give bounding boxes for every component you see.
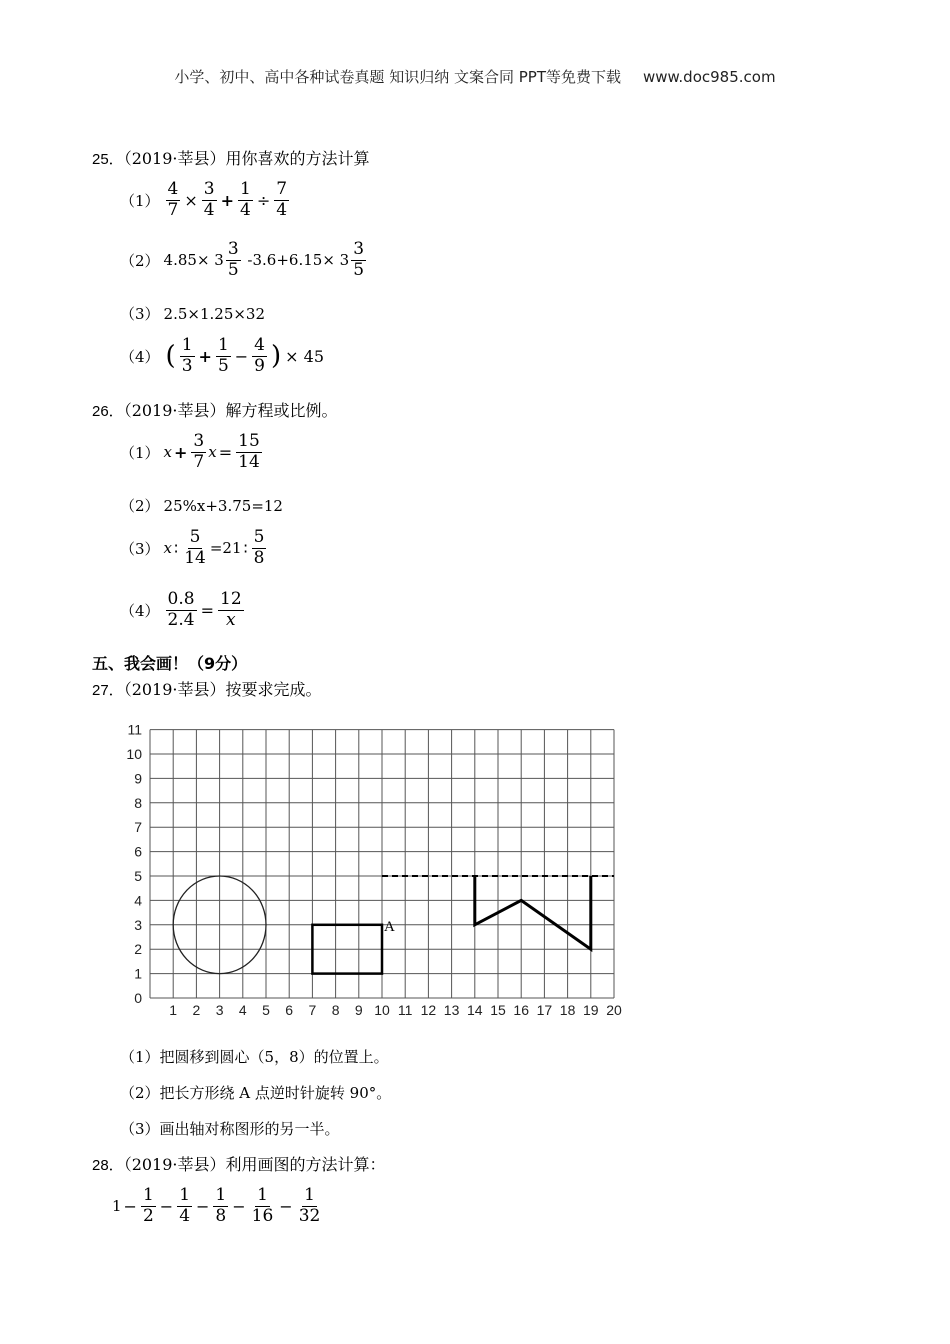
fraction: $\frac{3}{5}$ xyxy=(227,239,239,280)
question-source: （2019·莘县） xyxy=(123,401,226,420)
q26-item-3 xyxy=(120,528,268,568)
header-text: 小学、初中、高中各种试卷真题 知识归纳 文案合同 PPT等免费下载 xyxy=(174,68,621,86)
operator: ∶ xyxy=(174,538,179,558)
paren: ) xyxy=(271,341,282,372)
x-tick-label: 3 xyxy=(215,1002,224,1018)
item-label: （2） xyxy=(120,251,160,270)
item-label: （3） xyxy=(120,305,160,323)
q26-item-1 xyxy=(120,432,264,472)
question-number: 27． xyxy=(92,682,124,699)
y-tick-label: 0 xyxy=(134,990,142,1006)
fraction: $\frac{7}{4}$ xyxy=(276,179,288,220)
paren: ( xyxy=(165,341,176,372)
question-source: （2019·莘县） xyxy=(123,680,226,699)
x-tick-label: 17 xyxy=(536,1002,553,1018)
header-site: www.doc985.com xyxy=(642,68,776,86)
q26-item-2 xyxy=(120,495,283,516)
q27-task-1: （1）把圆移到圆心（5，8）的位置上。 xyxy=(120,1048,389,1066)
operator: − xyxy=(196,1196,210,1216)
fraction: $\frac{4}{9}$ xyxy=(254,335,265,376)
operator: + xyxy=(220,190,235,210)
x-tick-label: 20 xyxy=(606,1002,622,1018)
operator: − xyxy=(234,346,249,366)
q27-task-2: （2）把长方形绕 A 点逆时针旋转 90°。 xyxy=(120,1084,392,1102)
operator: − xyxy=(279,1196,293,1216)
x-tick-label: 10 xyxy=(374,1002,390,1018)
y-tick-label: 10 xyxy=(126,746,142,762)
y-tick-label: 4 xyxy=(134,892,142,909)
expression-part: 4.85× 3 xyxy=(163,251,224,270)
q25-item-4 xyxy=(120,336,326,376)
item-label: （3） xyxy=(120,539,160,558)
question-number: 28． xyxy=(92,1157,124,1174)
x-tick-label: 15 xyxy=(490,1002,506,1018)
question-text: 用你喜欢的方法计算 xyxy=(225,149,370,168)
q27-task-3: （3）画出轴对称图形的另一半。 xyxy=(120,1120,340,1138)
y-tick-label: 3 xyxy=(134,916,142,933)
question-source: （2019·莘县） xyxy=(123,1155,226,1174)
y-tick-label: 7 xyxy=(134,819,142,836)
x-tick-label: 9 xyxy=(354,1002,363,1018)
page-header xyxy=(0,66,950,87)
variable: x xyxy=(163,443,173,462)
q25-item-3 xyxy=(120,303,265,324)
y-tick-label: 11 xyxy=(127,721,142,738)
question-27-title xyxy=(92,677,322,700)
fraction: $\frac{1}{4}$ xyxy=(240,179,251,220)
variable: x xyxy=(208,443,217,462)
fraction: $\frac{3}{7}$ xyxy=(193,431,205,472)
fraction: $\frac{1}{5}$ xyxy=(217,335,229,376)
expression: 25%x+3.75=12 xyxy=(163,496,283,515)
y-tick-label: 2 xyxy=(134,941,142,958)
x-tick-label: 12 xyxy=(420,1002,437,1018)
variable: x xyxy=(163,539,173,558)
question-text: 按要求完成。 xyxy=(225,680,322,699)
x-tick-label: 16 xyxy=(513,1002,529,1018)
question-26-title xyxy=(92,398,338,421)
fraction: $\frac{5}{14}$ xyxy=(184,527,206,568)
y-tick-label: 9 xyxy=(134,770,142,787)
item-label: （2） xyxy=(120,497,160,515)
question-number: 25． xyxy=(92,151,124,168)
operator: ÷ xyxy=(256,190,271,210)
question-source: （2019·莘县） xyxy=(123,149,226,168)
fraction: $\frac{1}{4}$ xyxy=(179,1185,191,1226)
x-tick-label: 14 xyxy=(467,1002,483,1018)
point-a-label: A xyxy=(384,918,395,935)
item-label: （4） xyxy=(120,347,160,366)
operator: − xyxy=(123,1196,137,1216)
x-tick-label: 4 xyxy=(238,1002,247,1018)
fraction: $\frac{15}{14}$ xyxy=(238,431,260,472)
fraction: $\frac{3}{5}$ xyxy=(353,239,365,280)
operator: − xyxy=(232,1196,246,1216)
question-25-title xyxy=(92,146,370,169)
operator: × xyxy=(184,190,198,210)
item-label: （1） xyxy=(120,443,160,462)
coordinate-grid xyxy=(110,718,630,1028)
expression-part: =21 xyxy=(209,539,242,558)
fraction: $\frac{1}{3}$ xyxy=(181,335,193,376)
fraction: $\frac{12}{x}$ xyxy=(220,589,242,630)
x-tick-label: 11 xyxy=(397,1002,413,1018)
x-tick-label: 13 xyxy=(443,1002,460,1018)
expression-part: × 45 xyxy=(285,346,325,366)
x-tick-label: 6 xyxy=(285,1002,294,1018)
fraction: $\frac{3}{4}$ xyxy=(203,179,215,220)
operator: = xyxy=(218,442,233,462)
expression-part: -3.6+6.15× 3 xyxy=(242,251,350,270)
q25-item-1 xyxy=(120,180,291,220)
question-text: 解方程或比例。 xyxy=(225,401,338,420)
x-tick-label: 19 xyxy=(583,1002,599,1018)
fraction: $\frac{1}{16}$ xyxy=(251,1185,274,1226)
fraction: $\frac{1}{2}$ xyxy=(142,1185,154,1226)
question-text: 利用画图的方法计算： xyxy=(225,1155,386,1174)
operator: ∶ xyxy=(243,538,248,558)
x-tick-label: 1 xyxy=(169,1002,178,1018)
fraction: $\frac{1}{32}$ xyxy=(298,1185,321,1226)
y-tick-label: 1 xyxy=(134,965,142,982)
question-28-title xyxy=(92,1152,386,1175)
x-tick-label: 2 xyxy=(192,1002,201,1018)
expression: 2.5×1.25×32 xyxy=(163,304,266,323)
item-label: （1） xyxy=(120,191,160,210)
fraction: $\frac{5}{8}$ xyxy=(253,527,265,568)
x-tick-label: 18 xyxy=(559,1002,576,1018)
q26-item-4 xyxy=(120,590,246,630)
half-figure xyxy=(475,876,591,949)
fraction: $\frac{0.8}{2.4}$ xyxy=(167,589,195,630)
operator: + xyxy=(174,442,188,462)
x-tick-label: 7 xyxy=(308,1002,317,1018)
x-tick-label: 8 xyxy=(331,1002,340,1018)
q25-item-2 xyxy=(120,240,368,280)
operator: = xyxy=(200,600,214,620)
y-tick-label: 8 xyxy=(134,794,142,811)
fraction: $\frac{1}{8}$ xyxy=(215,1185,227,1226)
operator: − xyxy=(159,1196,174,1216)
q28-expression xyxy=(112,1186,324,1226)
operator: + xyxy=(198,346,212,366)
question-number: 26． xyxy=(92,403,124,420)
section-heading: 五、我会画！（9分） xyxy=(92,654,248,673)
item-label: （4） xyxy=(120,601,160,620)
expression-part: 1 xyxy=(112,1197,122,1216)
y-tick-label: 5 xyxy=(134,868,142,884)
y-tick-label: 6 xyxy=(134,843,142,860)
fraction: $\frac{4}{7}$ xyxy=(167,179,179,220)
x-tick-label: 5 xyxy=(262,1002,270,1018)
